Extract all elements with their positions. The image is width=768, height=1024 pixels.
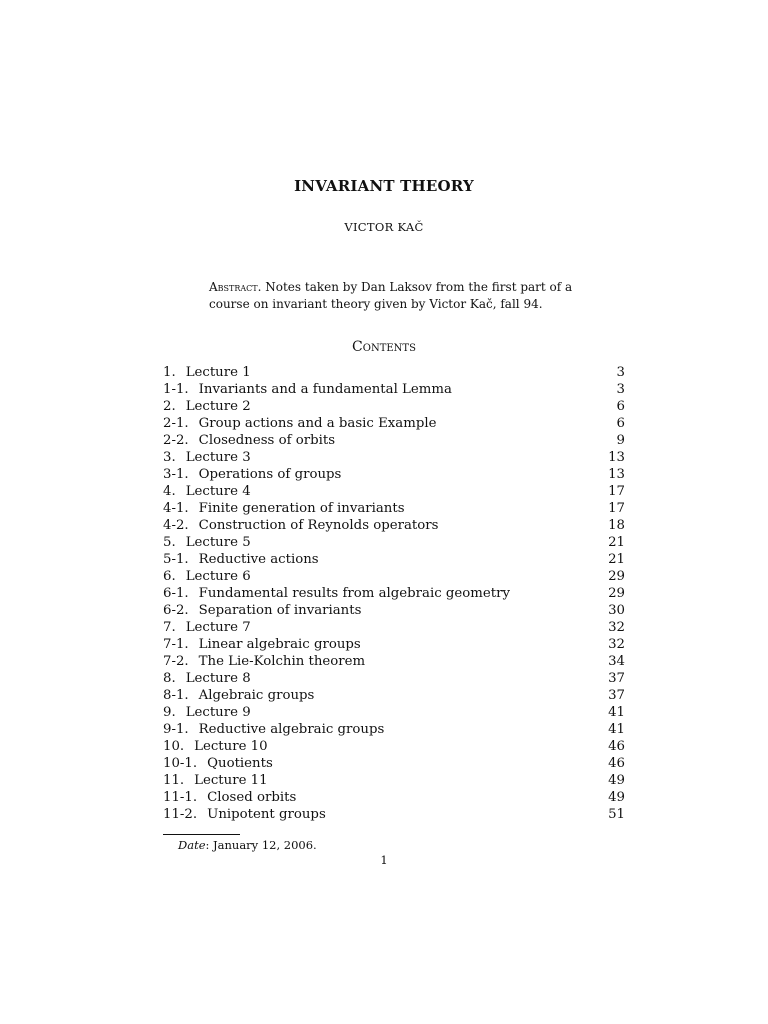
toc-entry-title: Lecture 1 bbox=[185, 365, 251, 380]
toc-entry-heading bbox=[163, 704, 251, 721]
toc-entry bbox=[163, 568, 625, 585]
toc-entry-title: Linear algebraic groups bbox=[198, 637, 361, 652]
toc-entry-number: 5. bbox=[163, 535, 176, 550]
toc-entry-title: The Lie-Kolchin theorem bbox=[198, 654, 366, 669]
toc-entry bbox=[163, 619, 625, 636]
toc-entry-heading bbox=[163, 789, 296, 806]
toc-entry-page: 46 bbox=[608, 739, 625, 754]
toc-entry-number: 4-2. bbox=[163, 518, 189, 533]
toc-entry bbox=[163, 551, 625, 568]
toc-entry-title: Closed orbits bbox=[207, 790, 297, 805]
toc-entry-title: Quotients bbox=[207, 756, 273, 771]
toc-entry-heading bbox=[163, 721, 384, 738]
toc-entry-number: 5-1. bbox=[163, 552, 189, 567]
toc-entry-number: 3-1. bbox=[163, 467, 189, 482]
toc-entry-number: 2-2. bbox=[163, 433, 189, 448]
toc-entry-heading bbox=[163, 806, 326, 823]
toc-entry-title: Algebraic groups bbox=[198, 688, 315, 703]
toc-entry-title: Lecture 11 bbox=[194, 773, 268, 788]
toc-entry bbox=[163, 602, 625, 619]
toc-entry-page: 37 bbox=[608, 688, 625, 703]
toc-entry-number: 2-1. bbox=[163, 416, 189, 431]
toc-entry-heading bbox=[163, 415, 436, 432]
toc-entry-heading bbox=[163, 602, 361, 619]
toc-entry-page: 6 bbox=[616, 416, 625, 431]
toc-entry-page: 49 bbox=[608, 773, 625, 788]
toc-entry bbox=[163, 789, 625, 806]
toc-entry-heading bbox=[163, 534, 251, 551]
toc-entry-number: 8-1. bbox=[163, 688, 189, 703]
toc-entry-title: Invariants and a fundamental Lemma bbox=[198, 382, 452, 397]
toc-entry-number: 1. bbox=[163, 365, 176, 380]
toc-entry bbox=[163, 398, 625, 415]
toc-entry-page: 41 bbox=[608, 705, 625, 720]
toc-entry bbox=[163, 670, 625, 687]
toc-entry bbox=[163, 806, 625, 823]
footnote-text: : January 12, 2006. bbox=[205, 838, 317, 852]
toc-entry-title: Finite generation of invariants bbox=[198, 501, 405, 516]
footnote-date bbox=[178, 838, 317, 852]
toc-entry-heading bbox=[163, 653, 365, 670]
toc-entry bbox=[163, 755, 625, 772]
toc-entry-number: 6. bbox=[163, 569, 176, 584]
toc-entry bbox=[163, 687, 625, 704]
toc-entry-title: Lecture 7 bbox=[185, 620, 251, 635]
abstract bbox=[209, 279, 589, 312]
toc-entry-page: 17 bbox=[608, 501, 625, 516]
toc-entry-heading bbox=[163, 483, 251, 500]
toc-entry-page: 41 bbox=[608, 722, 625, 737]
toc-entry-heading bbox=[163, 432, 335, 449]
toc-entry bbox=[163, 738, 625, 755]
toc-entry-title: Operations of groups bbox=[198, 467, 342, 482]
toc-entry-page: 37 bbox=[608, 671, 625, 686]
toc-entry-number: 7-1. bbox=[163, 637, 189, 652]
toc-entry bbox=[163, 704, 625, 721]
toc-entry-title: Unipotent groups bbox=[207, 807, 326, 822]
toc-entry-number: 3. bbox=[163, 450, 176, 465]
abstract-label: Abstract. bbox=[209, 280, 262, 294]
toc-entry-page: 32 bbox=[608, 637, 625, 652]
toc-entry-page: 30 bbox=[608, 603, 625, 618]
toc-entry-page: 6 bbox=[616, 399, 625, 414]
contents-heading: Contents bbox=[352, 339, 416, 355]
toc-entry-title: Closedness of orbits bbox=[198, 433, 336, 448]
toc-entry bbox=[163, 500, 625, 517]
toc-entry bbox=[163, 466, 625, 483]
toc-entry-page: 13 bbox=[608, 467, 625, 482]
toc-entry-number: 1-1. bbox=[163, 382, 189, 397]
paper-title: INVARIANT THEORY bbox=[294, 177, 474, 195]
footnote-rule bbox=[163, 834, 240, 835]
toc-entry-page: 13 bbox=[608, 450, 625, 465]
toc-entry bbox=[163, 432, 625, 449]
toc-entry bbox=[163, 483, 625, 500]
toc-entry bbox=[163, 772, 625, 789]
toc-entry-heading bbox=[163, 551, 319, 568]
toc-entry bbox=[163, 415, 625, 432]
toc-entry-heading bbox=[163, 449, 251, 466]
toc-entry-title: Construction of Reynolds operators bbox=[198, 518, 439, 533]
toc-entry-heading bbox=[163, 670, 251, 687]
toc-entry-page: 51 bbox=[608, 807, 625, 822]
abstract-text: Notes taken by Dan Laksov from the first part of a course on invariant theory given by Victor Kač, fall 94. bbox=[209, 280, 573, 311]
toc-entry bbox=[163, 364, 625, 381]
toc-entry-title: Separation of invariants bbox=[198, 603, 362, 618]
toc-entry-title: Reductive algebraic groups bbox=[198, 722, 385, 737]
toc-entry-title: Group actions and a basic Example bbox=[198, 416, 437, 431]
toc-entry-number: 6-1. bbox=[163, 586, 189, 601]
toc-entry-page: 32 bbox=[608, 620, 625, 635]
author-name: VICTOR KAČ bbox=[344, 220, 424, 234]
toc-entry bbox=[163, 636, 625, 653]
toc-entry-number: 6-2. bbox=[163, 603, 189, 618]
toc-entry bbox=[163, 534, 625, 551]
toc-entry-heading bbox=[163, 772, 268, 789]
toc-entry-title: Lecture 8 bbox=[185, 671, 251, 686]
toc-entry-heading bbox=[163, 755, 273, 772]
table-of-contents bbox=[163, 364, 625, 823]
toc-entry-page: 46 bbox=[608, 756, 625, 771]
toc-entry-title: Fundamental results from algebraic geometry bbox=[198, 586, 510, 601]
toc-entry-number: 8. bbox=[163, 671, 176, 686]
toc-entry-page: 34 bbox=[608, 654, 625, 669]
toc-entry-heading bbox=[163, 364, 251, 381]
toc-entry-page: 3 bbox=[616, 382, 625, 397]
toc-entry-number: 7-2. bbox=[163, 654, 189, 669]
toc-entry-title: Reductive actions bbox=[198, 552, 319, 567]
toc-entry-page: 49 bbox=[608, 790, 625, 805]
toc-entry-heading bbox=[163, 517, 438, 534]
toc-entry-heading bbox=[163, 568, 251, 585]
toc-entry-page: 18 bbox=[608, 518, 625, 533]
toc-entry bbox=[163, 653, 625, 670]
toc-entry-number: 7. bbox=[163, 620, 176, 635]
toc-entry-page: 3 bbox=[616, 365, 625, 380]
toc-entry-heading bbox=[163, 738, 268, 755]
toc-entry-heading bbox=[163, 619, 251, 636]
toc-entry-title: Lecture 9 bbox=[185, 705, 251, 720]
toc-entry-title: Lecture 5 bbox=[185, 535, 251, 550]
toc-entry bbox=[163, 449, 625, 466]
toc-entry-page: 21 bbox=[608, 552, 625, 567]
toc-entry-heading bbox=[163, 636, 361, 653]
toc-entry-page: 29 bbox=[608, 586, 625, 601]
toc-entry bbox=[163, 381, 625, 398]
toc-entry-number: 10-1. bbox=[163, 756, 198, 771]
toc-entry bbox=[163, 721, 625, 738]
toc-entry-heading bbox=[163, 466, 341, 483]
toc-entry-number: 4. bbox=[163, 484, 176, 499]
toc-entry-page: 21 bbox=[608, 535, 625, 550]
toc-entry bbox=[163, 585, 625, 602]
toc-entry-number: 9. bbox=[163, 705, 176, 720]
toc-entry-heading bbox=[163, 585, 510, 602]
toc-entry-number: 11-1. bbox=[163, 790, 198, 805]
toc-entry-page: 17 bbox=[608, 484, 625, 499]
toc-entry-heading bbox=[163, 687, 314, 704]
toc-entry-number: 11. bbox=[163, 773, 185, 788]
toc-entry-title: Lecture 4 bbox=[185, 484, 251, 499]
footnote-label: Date bbox=[178, 838, 206, 852]
toc-entry-number: 11-2. bbox=[163, 807, 198, 822]
toc-entry-number: 2. bbox=[163, 399, 176, 414]
toc-entry-number: 10. bbox=[163, 739, 185, 754]
toc-entry-title: Lecture 6 bbox=[185, 569, 251, 584]
page-number: 1 bbox=[380, 853, 388, 867]
toc-entry-title: Lecture 3 bbox=[185, 450, 251, 465]
toc-entry-heading bbox=[163, 398, 251, 415]
toc-entry-number: 9-1. bbox=[163, 722, 189, 737]
toc-entry-number: 4-1. bbox=[163, 501, 189, 516]
toc-entry-heading bbox=[163, 500, 405, 517]
toc-entry-heading bbox=[163, 381, 452, 398]
toc-entry-title: Lecture 10 bbox=[194, 739, 268, 754]
toc-entry-title: Lecture 2 bbox=[185, 399, 251, 414]
toc-entry-page: 29 bbox=[608, 569, 625, 584]
toc-entry-page: 9 bbox=[616, 433, 625, 448]
toc-entry bbox=[163, 517, 625, 534]
